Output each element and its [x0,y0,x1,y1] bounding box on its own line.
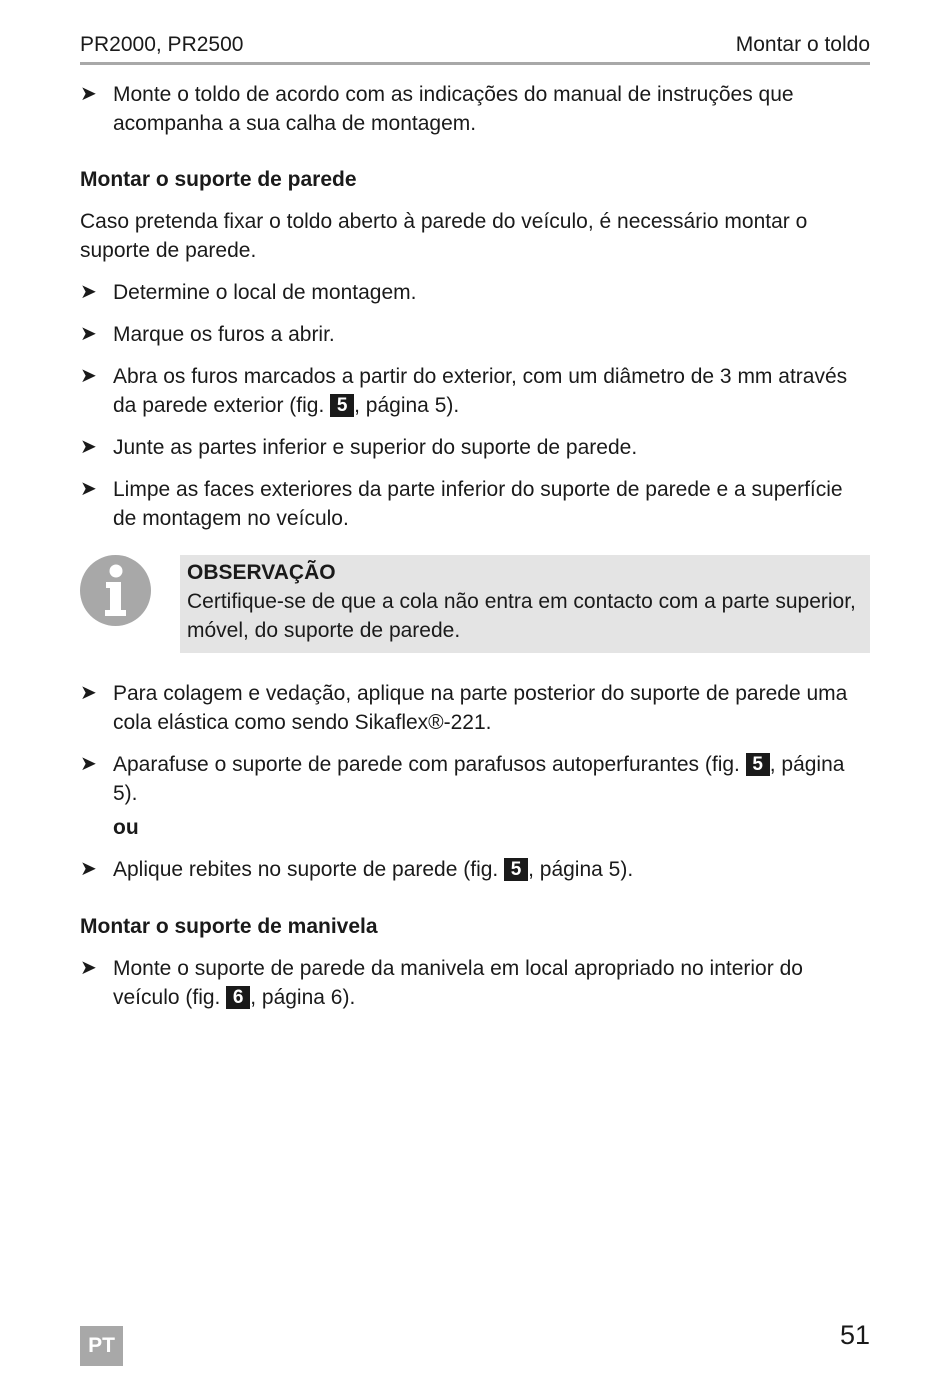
step-mount-awning [80,80,870,138]
step-text: Aplique rebites no suporte de parede (fig. [113,858,505,881]
section-heading-wall-bracket: Montar o suporte de parede [80,168,357,191]
note-text: Certifique-se de que a cola não entra em contacto com a parte superior, móvel, do suporte de parede. [187,590,856,642]
step-text-end: , página 5). [528,858,634,881]
step-text: Junte as partes inferior e superior do suporte de parede. [113,436,638,459]
note-box [180,555,870,653]
step-text: Abra os furos marcados a partir do exterior, com um diâmetro de 3 mm através da parede exterior (fig. [113,365,848,417]
figure-ref-badge: 5 [504,858,528,881]
figure-ref-badge: 5 [746,753,770,776]
note-title: OBSERVAÇÃO [187,561,336,584]
bullet-arrow-icon: ➤ [80,281,97,303]
step-apply-adhesive [80,679,870,737]
step-text: Para colagem e vedação, aplique na parte posterior do suporte de parede uma cola elástica como sendo Sikaflex®-221. [113,682,848,734]
step-text: Monte o suporte de parede da manivela em local apropriado no interior do veículo (fig. [113,957,803,1009]
bullet-arrow-icon: ➤ [80,858,97,880]
manual-page [80,0,870,1373]
step-determine-location [80,278,870,307]
language-badge: PT [80,1326,123,1366]
info-icon [80,555,151,626]
step-text-end: , página 6). [250,986,356,1009]
bullet-arrow-icon: ➤ [80,365,97,387]
bullet-arrow-icon: ➤ [80,957,97,979]
bullet-arrow-icon: ➤ [80,323,97,345]
figure-ref-badge: 6 [226,986,250,1009]
page-number: 51 [839,1320,870,1350]
step-text: Aparafuse o suporte de parede com parafusos autoperfurantes (fig. [113,753,746,776]
bullet-arrow-icon: ➤ [80,753,97,775]
step-drill-holes [80,362,870,420]
section-heading-crank-bracket: Montar o suporte de manivela [80,915,378,938]
section-intro: Caso pretenda fixar o toldo aberto à parede do veículo, é necessário montar o suporte de parede. [80,210,808,262]
page-header [80,30,870,65]
header-chapter: Montar o toldo [735,33,870,56]
note-block [80,555,870,653]
step-text: Limpe as faces exteriores da parte inferior do suporte de parede e a superfície de montagem no veículo. [113,478,843,530]
bullet-arrow-icon: ➤ [80,83,97,105]
bullet-arrow-icon: ➤ [80,682,97,704]
page-content [80,80,870,1025]
alternative-or: ou [113,816,139,839]
step-text-end: , página 5). [354,394,460,417]
step-text: Monte o toldo de acordo com as indicações do manual de instruções que acompanha a sua calha de montagem. [113,83,794,135]
header-model: PR2000, PR2500 [80,33,244,56]
step-screw-bracket [80,750,870,808]
step-clean-surfaces [80,475,870,533]
bullet-arrow-icon: ➤ [80,436,97,458]
step-text: Marque os furos a abrir. [113,323,335,346]
step-mount-crank-bracket [80,954,870,1012]
step-join-parts [80,433,870,462]
step-text-end: , página 5). [113,753,845,805]
step-rivet-bracket [80,855,870,884]
bullet-arrow-icon: ➤ [80,478,97,500]
figure-ref-badge: 5 [330,394,354,417]
step-mark-holes [80,320,870,349]
step-text: Determine o local de montagem. [113,281,417,304]
